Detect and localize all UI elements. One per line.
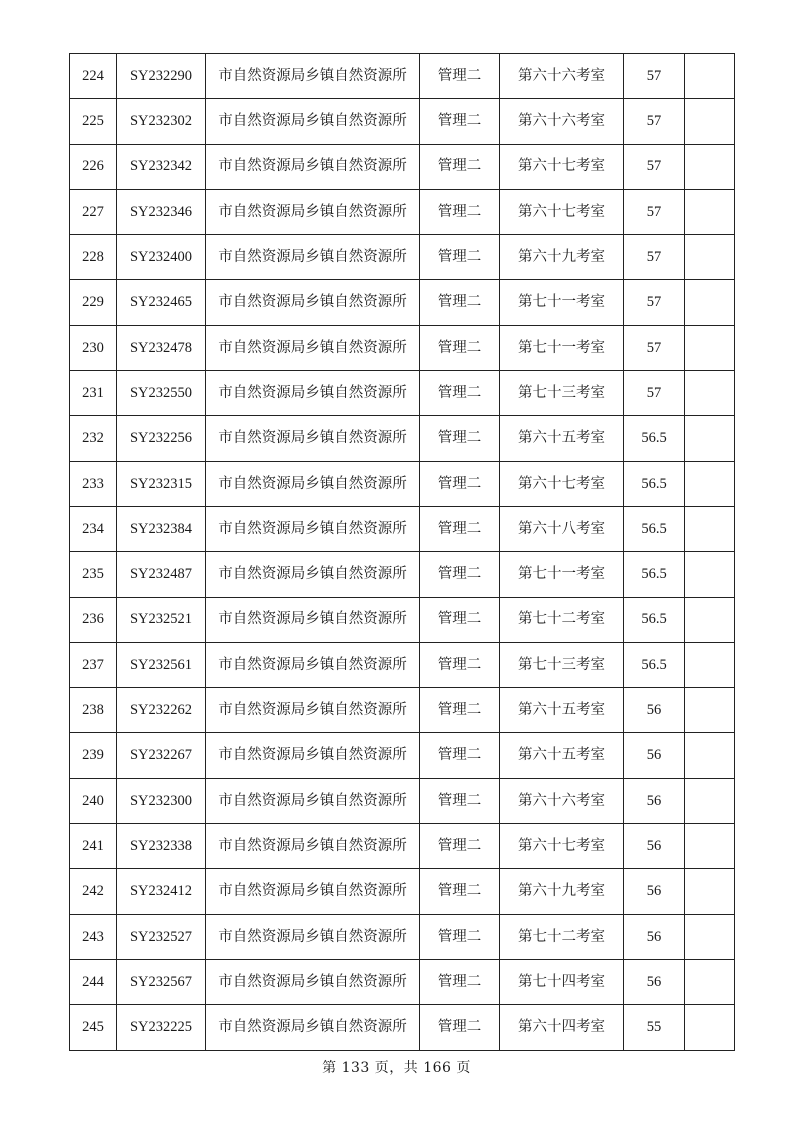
- cell-exam-id: SY232338: [117, 824, 206, 869]
- cell-serial-number: 234: [70, 506, 117, 551]
- page-total: 166: [423, 1060, 452, 1076]
- cell-note: [685, 642, 735, 687]
- cell-position: 管理二: [420, 778, 500, 823]
- table-row: [70, 824, 735, 869]
- cell-serial-number: 226: [70, 144, 117, 189]
- cell-exam-room: 第六十六考室: [500, 778, 624, 823]
- cell-exam-room: 第六十五考室: [500, 416, 624, 461]
- table-row: [70, 506, 735, 551]
- cell-serial-number: 237: [70, 642, 117, 687]
- cell-position: 管理二: [420, 597, 500, 642]
- cell-note: [685, 597, 735, 642]
- cell-exam-id: SY232300: [117, 778, 206, 823]
- cell-exam-room: 第六十六考室: [500, 54, 624, 99]
- cell-score: 56.5: [624, 642, 685, 687]
- cell-score: 56: [624, 688, 685, 733]
- cell-exam-room: 第七十一考室: [500, 552, 624, 597]
- cell-serial-number: 241: [70, 824, 117, 869]
- results-table: [69, 53, 735, 1051]
- cell-unit: 市自然资源局乡镇自然资源所: [206, 824, 420, 869]
- cell-position: 管理二: [420, 461, 500, 506]
- table-row: [70, 642, 735, 687]
- cell-exam-id: SY232465: [117, 280, 206, 325]
- cell-position: 管理二: [420, 959, 500, 1004]
- cell-serial-number: 244: [70, 959, 117, 1004]
- cell-score: 56.5: [624, 597, 685, 642]
- cell-exam-room: 第七十二考室: [500, 597, 624, 642]
- cell-exam-id: SY232561: [117, 642, 206, 687]
- cell-serial-number: 235: [70, 552, 117, 597]
- table-row: [70, 325, 735, 370]
- cell-score: 57: [624, 280, 685, 325]
- cell-score: 56: [624, 824, 685, 869]
- table-row: [70, 54, 735, 99]
- cell-exam-id: SY232521: [117, 597, 206, 642]
- cell-score: 57: [624, 371, 685, 416]
- cell-position: 管理二: [420, 189, 500, 234]
- cell-exam-id: SY232487: [117, 552, 206, 597]
- cell-score: 56: [624, 733, 685, 778]
- cell-unit: 市自然资源局乡镇自然资源所: [206, 1005, 420, 1050]
- cell-note: [685, 235, 735, 280]
- cell-serial-number: 231: [70, 371, 117, 416]
- cell-position: 管理二: [420, 144, 500, 189]
- cell-exam-id: SY232225: [117, 1005, 206, 1050]
- cell-unit: 市自然资源局乡镇自然资源所: [206, 99, 420, 144]
- cell-unit: 市自然资源局乡镇自然资源所: [206, 869, 420, 914]
- cell-position: 管理二: [420, 99, 500, 144]
- cell-exam-id: SY232267: [117, 733, 206, 778]
- cell-note: [685, 688, 735, 733]
- cell-unit: 市自然资源局乡镇自然资源所: [206, 325, 420, 370]
- cell-score: 57: [624, 235, 685, 280]
- cell-exam-room: 第七十四考室: [500, 959, 624, 1004]
- table-row: [70, 280, 735, 325]
- table-row: [70, 552, 735, 597]
- table-row: [70, 144, 735, 189]
- cell-serial-number: 243: [70, 914, 117, 959]
- table-row: [70, 235, 735, 280]
- page-mid: 页，共: [374, 1060, 419, 1076]
- cell-exam-room: 第六十六考室: [500, 99, 624, 144]
- cell-score: 56.5: [624, 552, 685, 597]
- table-row: [70, 461, 735, 506]
- cell-position: 管理二: [420, 1005, 500, 1050]
- cell-exam-room: 第七十二考室: [500, 914, 624, 959]
- cell-unit: 市自然资源局乡镇自然资源所: [206, 461, 420, 506]
- cell-score: 55: [624, 1005, 685, 1050]
- cell-serial-number: 236: [70, 597, 117, 642]
- table-row: [70, 416, 735, 461]
- table-row: [70, 778, 735, 823]
- cell-note: [685, 416, 735, 461]
- table-row: [70, 914, 735, 959]
- cell-serial-number: 229: [70, 280, 117, 325]
- cell-exam-room: 第六十五考室: [500, 733, 624, 778]
- cell-score: 57: [624, 189, 685, 234]
- cell-exam-id: SY232262: [117, 688, 206, 733]
- cell-score: 56.5: [624, 506, 685, 551]
- cell-serial-number: 245: [70, 1005, 117, 1050]
- table-row: [70, 869, 735, 914]
- table-row: [70, 688, 735, 733]
- cell-unit: 市自然资源局乡镇自然资源所: [206, 371, 420, 416]
- cell-exam-room: 第六十八考室: [500, 506, 624, 551]
- cell-serial-number: 233: [70, 461, 117, 506]
- cell-unit: 市自然资源局乡镇自然资源所: [206, 144, 420, 189]
- cell-note: [685, 144, 735, 189]
- cell-serial-number: 225: [70, 99, 117, 144]
- cell-position: 管理二: [420, 371, 500, 416]
- cell-serial-number: 224: [70, 54, 117, 99]
- cell-exam-room: 第六十四考室: [500, 1005, 624, 1050]
- cell-unit: 市自然资源局乡镇自然资源所: [206, 552, 420, 597]
- cell-exam-id: SY232400: [117, 235, 206, 280]
- cell-exam-room: 第七十三考室: [500, 642, 624, 687]
- cell-note: [685, 54, 735, 99]
- cell-position: 管理二: [420, 235, 500, 280]
- cell-score: 56: [624, 959, 685, 1004]
- cell-score: 56: [624, 914, 685, 959]
- cell-note: [685, 99, 735, 144]
- cell-position: 管理二: [420, 552, 500, 597]
- cell-exam-id: SY232527: [117, 914, 206, 959]
- cell-unit: 市自然资源局乡镇自然资源所: [206, 506, 420, 551]
- page-current: 133: [341, 1060, 370, 1076]
- cell-exam-room: 第七十一考室: [500, 325, 624, 370]
- cell-note: [685, 461, 735, 506]
- cell-exam-id: SY232346: [117, 189, 206, 234]
- cell-note: [685, 733, 735, 778]
- table-body: [70, 54, 735, 1051]
- cell-note: [685, 1005, 735, 1050]
- cell-unit: 市自然资源局乡镇自然资源所: [206, 778, 420, 823]
- cell-score: 56.5: [624, 461, 685, 506]
- cell-position: 管理二: [420, 733, 500, 778]
- cell-score: 57: [624, 54, 685, 99]
- cell-exam-room: 第六十七考室: [500, 461, 624, 506]
- cell-position: 管理二: [420, 280, 500, 325]
- cell-note: [685, 869, 735, 914]
- cell-serial-number: 232: [70, 416, 117, 461]
- cell-score: 57: [624, 144, 685, 189]
- cell-unit: 市自然资源局乡镇自然资源所: [206, 642, 420, 687]
- cell-exam-room: 第六十七考室: [500, 189, 624, 234]
- cell-unit: 市自然资源局乡镇自然资源所: [206, 189, 420, 234]
- cell-score: 56: [624, 778, 685, 823]
- cell-unit: 市自然资源局乡镇自然资源所: [206, 235, 420, 280]
- table-row: [70, 597, 735, 642]
- cell-unit: 市自然资源局乡镇自然资源所: [206, 280, 420, 325]
- page-suffix: 页: [456, 1060, 471, 1076]
- cell-unit: 市自然资源局乡镇自然资源所: [206, 733, 420, 778]
- cell-note: [685, 778, 735, 823]
- table-row: [70, 1005, 735, 1050]
- cell-score: 56.5: [624, 416, 685, 461]
- table-row: [70, 959, 735, 1004]
- cell-exam-id: SY232550: [117, 371, 206, 416]
- cell-position: 管理二: [420, 869, 500, 914]
- cell-serial-number: 242: [70, 869, 117, 914]
- table-row: [70, 371, 735, 416]
- cell-position: 管理二: [420, 54, 500, 99]
- cell-position: 管理二: [420, 914, 500, 959]
- cell-serial-number: 230: [70, 325, 117, 370]
- table-row: [70, 99, 735, 144]
- cell-unit: 市自然资源局乡镇自然资源所: [206, 914, 420, 959]
- cell-note: [685, 824, 735, 869]
- cell-position: 管理二: [420, 325, 500, 370]
- cell-position: 管理二: [420, 416, 500, 461]
- cell-exam-room: 第六十七考室: [500, 824, 624, 869]
- cell-note: [685, 189, 735, 234]
- cell-note: [685, 914, 735, 959]
- cell-unit: 市自然资源局乡镇自然资源所: [206, 959, 420, 1004]
- table-row: [70, 189, 735, 234]
- cell-note: [685, 959, 735, 1004]
- cell-serial-number: 228: [70, 235, 117, 280]
- cell-unit: 市自然资源局乡镇自然资源所: [206, 597, 420, 642]
- page-prefix: 第: [322, 1060, 337, 1076]
- cell-position: 管理二: [420, 506, 500, 551]
- cell-exam-room: 第六十九考室: [500, 235, 624, 280]
- cell-exam-room: 第六十五考室: [500, 688, 624, 733]
- cell-exam-id: SY232315: [117, 461, 206, 506]
- cell-note: [685, 552, 735, 597]
- cell-score: 56: [624, 869, 685, 914]
- cell-score: 57: [624, 99, 685, 144]
- cell-note: [685, 506, 735, 551]
- cell-exam-id: SY232342: [117, 144, 206, 189]
- cell-position: 管理二: [420, 688, 500, 733]
- cell-exam-id: SY232384: [117, 506, 206, 551]
- cell-serial-number: 240: [70, 778, 117, 823]
- cell-unit: 市自然资源局乡镇自然资源所: [206, 416, 420, 461]
- cell-unit: 市自然资源局乡镇自然资源所: [206, 54, 420, 99]
- cell-exam-id: SY232478: [117, 325, 206, 370]
- cell-exam-id: SY232256: [117, 416, 206, 461]
- cell-serial-number: 238: [70, 688, 117, 733]
- cell-score: 57: [624, 325, 685, 370]
- cell-exam-id: SY232412: [117, 869, 206, 914]
- cell-note: [685, 325, 735, 370]
- cell-exam-id: SY232290: [117, 54, 206, 99]
- cell-position: 管理二: [420, 642, 500, 687]
- cell-position: 管理二: [420, 824, 500, 869]
- table-row: [70, 733, 735, 778]
- cell-serial-number: 239: [70, 733, 117, 778]
- cell-exam-room: 第六十七考室: [500, 144, 624, 189]
- cell-exam-room: 第七十三考室: [500, 371, 624, 416]
- cell-exam-room: 第六十九考室: [500, 869, 624, 914]
- cell-serial-number: 227: [70, 189, 117, 234]
- page-footer: [0, 1057, 793, 1077]
- cell-note: [685, 371, 735, 416]
- cell-note: [685, 280, 735, 325]
- cell-exam-id: SY232567: [117, 959, 206, 1004]
- cell-exam-room: 第七十一考室: [500, 280, 624, 325]
- cell-unit: 市自然资源局乡镇自然资源所: [206, 688, 420, 733]
- cell-exam-id: SY232302: [117, 99, 206, 144]
